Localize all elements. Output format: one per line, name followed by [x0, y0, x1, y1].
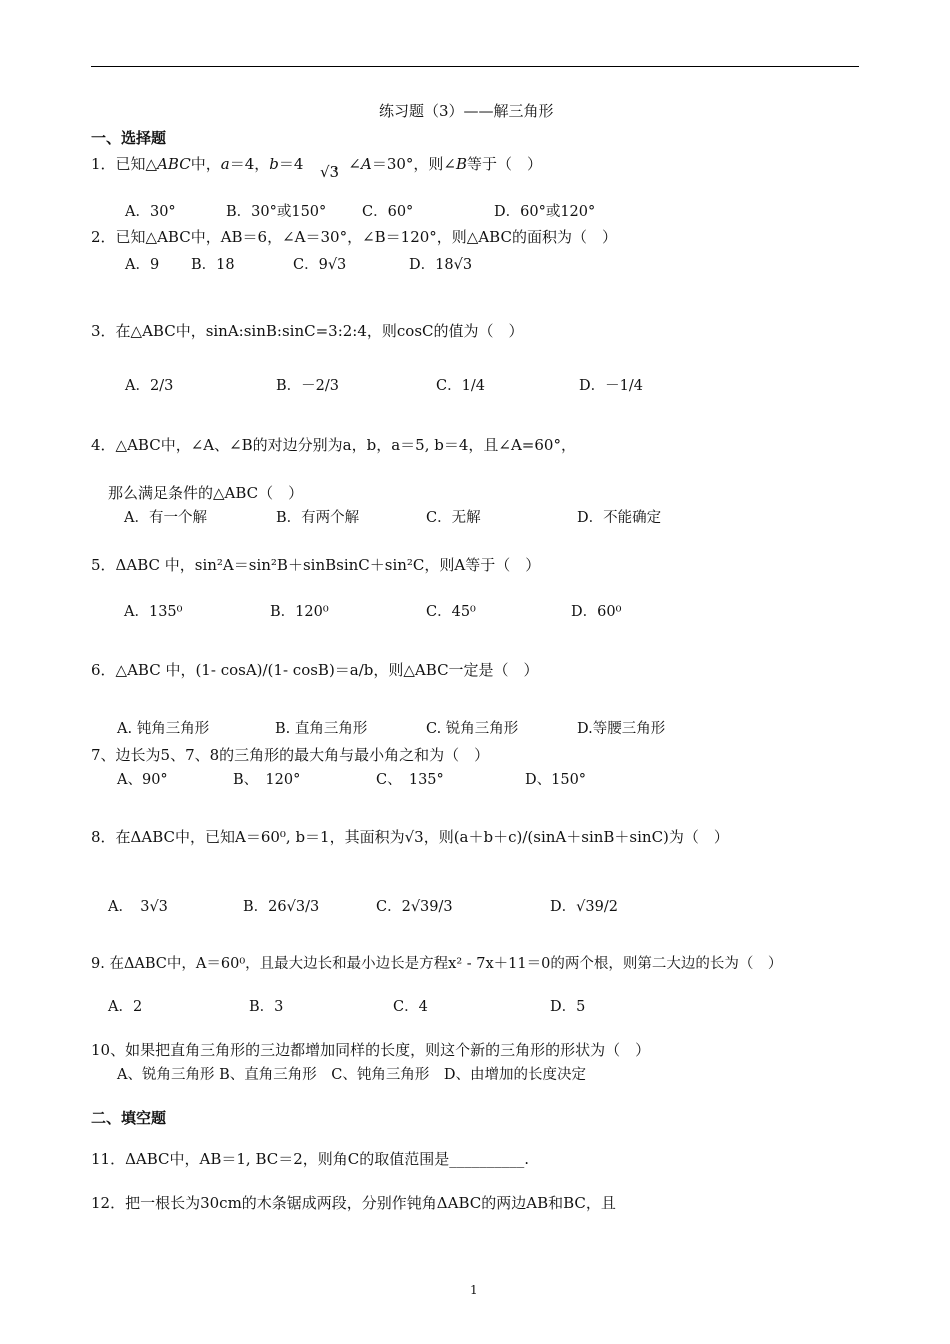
question-2-option-a: A．9 [125, 257, 160, 273]
question-8-stem: 8．在ΔABC中，已知A＝60⁰, b＝1，其面积为√3，则(a＋b＋c)/(sinA＋sinB＋sinC)为（ ） [91, 828, 729, 846]
question-4-option-c: C．无解 [426, 510, 481, 526]
question-2-option-b: B．18 [191, 257, 235, 273]
question-7-option-d: D、150° [525, 772, 587, 788]
section-heading-choice: 一、选择题 [91, 129, 167, 147]
question-8-option-c: C．2√39/3 [376, 899, 453, 915]
question-9-option-c: C．4 [393, 999, 428, 1015]
sqrt-3-symbol: √3 [320, 163, 340, 181]
question-8-option-a: A． 3√3 [108, 899, 168, 915]
header-rule [91, 66, 859, 67]
question-1-option-c: C．60° [362, 204, 414, 220]
question-7-option-b: B、 120° [233, 772, 301, 788]
page-title: 练习题（3）——解三角形 [379, 102, 554, 120]
question-8-option-d: D．√39/2 [550, 899, 618, 915]
question-6-option-d: D.等腰三角形 [577, 721, 666, 737]
question-9-option-d: D．5 [550, 999, 586, 1015]
question-2-stem: 2．已知△ABC中，AB＝6，∠A＝30°，∠B＝120°，则△ABC的面积为（ ） [91, 228, 617, 246]
question-1-option-b: B．30°或150° [226, 204, 327, 220]
question-12-stem: 12．把一根长为30cm的木条锯成两段，分别作钝角ΔABC的两边AB和BC，且 [91, 1194, 616, 1212]
question-4-option-d: D．不能确定 [577, 510, 662, 526]
question-8-option-b: B．26√3/3 [243, 899, 320, 915]
question-3-option-c: C．1/4 [436, 378, 485, 394]
question-4-option-b: B．有两个解 [276, 510, 360, 526]
page-number: 1 [470, 1283, 478, 1297]
question-10-stem: 10、如果把直角三角形的三边都增加同样的长度，则这个新的三角形的形状为（ ） [91, 1041, 651, 1059]
question-4-stem: 4．△ABC中，∠A、∠B的对边分别为a，b，a＝5, b＝4，且∠A=60°， [91, 436, 576, 454]
question-1-option-a: A．30° [125, 204, 176, 220]
question-1-stem: 1．已知△ABC中，a＝4，b＝4 ，∠A＝30°，则∠B等于（ ） [91, 155, 543, 173]
question-1-option-d: D．60°或120° [494, 204, 596, 220]
question-6-stem: 6．△ABC 中，(1- cosA)/(1- cosB)＝a/b，则△ABC一定是（ ） [91, 661, 539, 679]
question-4-option-a: A．有一个解 [124, 510, 207, 526]
question-9-stem: 9. 在ΔABC中，A＝60⁰，且最大边长和最小边长是方程x² - 7x＋11＝0的两个根，则第二大边的长为（ ） [91, 956, 783, 972]
question-6-option-a: A. 钝角三角形 [117, 721, 210, 737]
question-5-option-b: B．120⁰ [270, 604, 329, 620]
question-10-options: A、锐角三角形 B、直角三角形 C、钝角三角形 D、由增加的长度决定 [117, 1067, 586, 1083]
question-5-stem: 5．ΔABC 中，sin²A＝sin²B＋sinBsinC＋sin²C，则A等于（ ） [91, 556, 541, 574]
question-3-option-b: B．－2/3 [276, 378, 339, 394]
question-4-stem-line-2: 那么满足条件的△ABC（ ） [108, 484, 304, 502]
question-7-stem: 7、边长为5、7、8的三角形的最大角与最小角之和为（ ） [91, 746, 490, 764]
question-6-option-b: B. 直角三角形 [275, 721, 368, 737]
question-3-option-d: D．－1/4 [579, 378, 643, 394]
question-7-option-a: A、90° [117, 772, 168, 788]
question-9-option-a: A．2 [108, 999, 143, 1015]
section-heading-fill-in: 二、填空题 [91, 1109, 167, 1127]
question-9-option-b: B．3 [249, 999, 284, 1015]
question-5-option-c: C．45⁰ [426, 604, 476, 620]
question-2-option-d: D．18√3 [409, 257, 473, 273]
question-3-option-a: A．2/3 [125, 378, 174, 394]
question-7-option-c: C、 135° [376, 772, 444, 788]
question-3-stem: 3．在△ABC中，sinA:sinB:sinC=3:2:4，则cosC的值为（ ） [91, 322, 524, 340]
question-2-option-c: C．9√3 [293, 257, 347, 273]
question-5-option-d: D．60⁰ [571, 604, 622, 620]
question-11-stem: 11．ΔABC中，AB＝1, BC＝2，则角C的取值范围是__________. [91, 1150, 530, 1168]
question-6-option-c: C. 锐角三角形 [426, 721, 519, 737]
question-5-option-a: A．135⁰ [124, 604, 183, 620]
